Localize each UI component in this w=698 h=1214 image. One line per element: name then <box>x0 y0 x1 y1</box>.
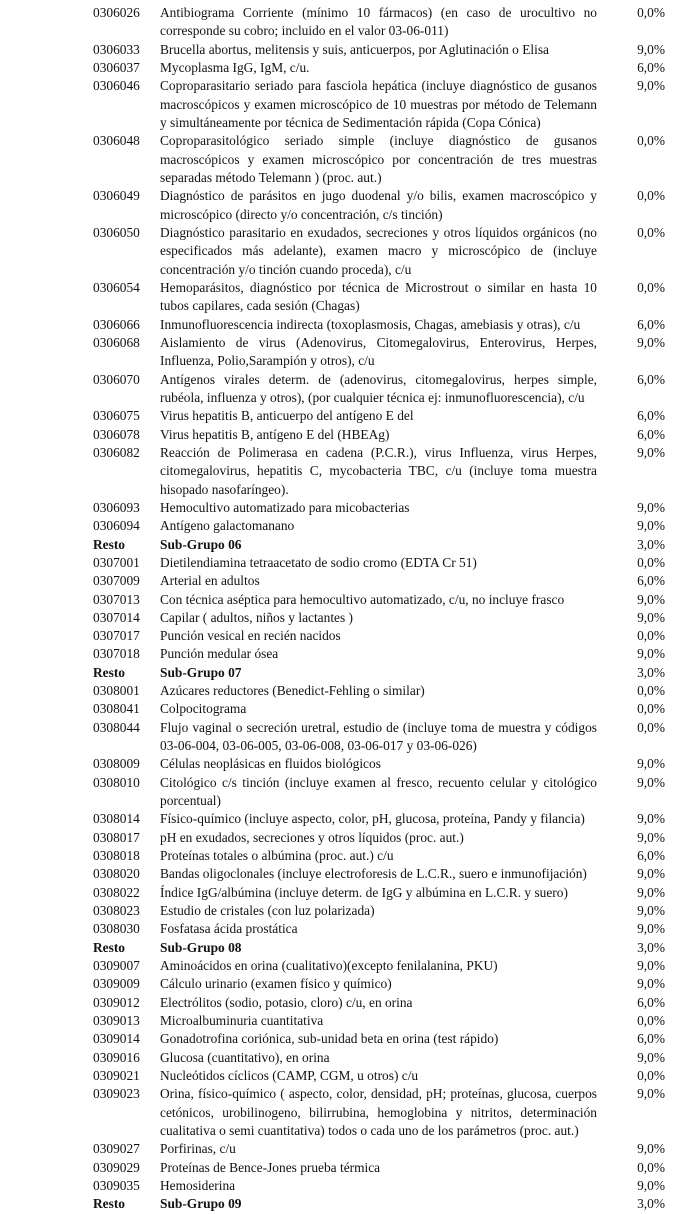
procedure-percentage: 0,0% <box>637 133 665 149</box>
procedure-code: 0309016 <box>93 1049 140 1065</box>
procedure-percentage: 3,0% <box>637 1196 665 1212</box>
procedure-percentage: 6,0% <box>637 994 665 1010</box>
procedure-description: Gonadotrofina coriónica, sub-unidad beta en orina (test rápido) <box>160 1031 499 1047</box>
table-row <box>93 884 698 902</box>
procedure-code: 0308022 <box>93 884 140 900</box>
procedure-percentage: 9,0% <box>637 903 665 919</box>
table-row <box>93 774 698 811</box>
procedure-code: 0309027 <box>93 1141 140 1157</box>
table-row <box>93 591 698 609</box>
procedure-description: Coproparasitario seriado para fasciola hepática (incluye diagnóstico de gusanos macroscópicos y examen microscópico de 10 muestras por método de Telemann y simultáneamente por técnica de Sedimentación rápida (Copa Cónica) <box>160 78 597 130</box>
procedure-description: Electrólitos (sodio, potasio, cloro) c/u, en orina <box>160 994 413 1010</box>
procedure-description: Microalbuminuria cuantitativa <box>160 1013 324 1029</box>
table-row <box>93 59 698 77</box>
table-row <box>93 865 698 883</box>
table-row <box>93 810 698 828</box>
procedure-percentage: 9,0% <box>637 1049 665 1065</box>
table-row <box>93 1140 698 1158</box>
table-row <box>93 1159 698 1177</box>
procedure-code: 0306048 <box>93 133 140 149</box>
procedure-code: Resto <box>93 939 125 955</box>
procedure-description: Colpocitograma <box>160 701 247 717</box>
procedure-percentage: 6,0% <box>637 316 665 332</box>
procedure-code: 0306026 <box>93 5 140 20</box>
table-row <box>93 847 698 865</box>
procedure-percentage: 9,0% <box>637 591 665 607</box>
procedure-description: Hemoparásitos, diagnóstico por técnica de Microstrout o similar en hasta 10 tubos capilares, cada sesión (Chagas) <box>160 279 597 314</box>
procedure-percentage: 0,0% <box>637 188 665 204</box>
procedure-percentage: 9,0% <box>637 444 665 460</box>
procedure-code: 0307014 <box>93 609 140 625</box>
table-row <box>93 132 698 187</box>
procedure-description: Punción medular ósea <box>160 646 279 662</box>
procedure-description: Diagnóstico de parásitos en jugo duodenal y/o bilis, examen macroscópico y microscópico (directo y/o concentración, c/s tinción) <box>160 188 597 222</box>
table-row <box>93 1030 698 1048</box>
procedure-description: Diagnóstico parasitario en exudados, secreciones y otros líquidos orgánicos (no especificados más adelante), examen macro y microscópico de (incluye concentración y/o tinción cuando proceda), c/u <box>160 224 597 277</box>
procedure-description: Células neoplásicas en fluidos biológicos <box>160 756 381 772</box>
procedure-code: 0307013 <box>93 591 140 607</box>
procedure-percentage: 9,0% <box>637 78 665 94</box>
procedure-percentage: 3,0% <box>637 939 665 955</box>
procedure-code: 0306078 <box>93 426 140 442</box>
procedure-description: Aminoácidos en orina (cualitativo)(excepto fenilalanina, PKU) <box>160 958 498 974</box>
procedure-code: 0306066 <box>93 316 140 332</box>
procedure-code: Resto <box>93 1196 125 1212</box>
procedure-description: Virus hepatitis B, antígeno E del (HBEAg) <box>160 426 390 442</box>
procedure-code: 0309035 <box>93 1178 140 1193</box>
procedure-code: 0307018 <box>93 646 140 662</box>
table-row <box>93 426 698 444</box>
procedure-description: Hemocultivo automatizado para micobacterias <box>160 499 410 515</box>
procedure-code: Resto <box>93 536 125 552</box>
procedure-code: 0306082 <box>93 444 140 460</box>
procedure-percentage: 9,0% <box>637 774 665 790</box>
procedure-percentage: 0,0% <box>637 5 665 20</box>
procedure-description: Sub-Grupo 09 <box>160 1196 242 1212</box>
procedure-percentage: 6,0% <box>637 59 665 75</box>
procedure-percentage: 9,0% <box>637 811 665 827</box>
table-row <box>93 829 698 847</box>
table-row <box>93 664 698 682</box>
procedure-description: Virus hepatitis B, anticuerpo del antígeno E del <box>160 408 414 424</box>
table-row <box>93 572 698 590</box>
table-row <box>93 994 698 1012</box>
procedure-percentage: 9,0% <box>637 756 665 772</box>
procedure-percentage: 6,0% <box>637 408 665 424</box>
procedure-code: 0308017 <box>93 829 140 845</box>
table-row <box>93 554 698 572</box>
procedure-code: 0308020 <box>93 866 140 882</box>
procedure-code: 0306094 <box>93 518 140 534</box>
procedure-code: 0309014 <box>93 1031 140 1047</box>
procedure-percentage: 0,0% <box>637 554 665 570</box>
procedure-percentage: 0,0% <box>637 224 665 240</box>
procedure-table <box>93 4 698 1214</box>
table-row <box>93 682 698 700</box>
procedure-code: 0307009 <box>93 573 140 589</box>
procedure-percentage: 0,0% <box>637 1013 665 1029</box>
procedure-description: Glucosa (cuantitativo), en orina <box>160 1049 330 1065</box>
procedure-percentage: 9,0% <box>637 1086 665 1102</box>
table-row <box>93 1067 698 1085</box>
procedure-percentage: 0,0% <box>637 628 665 644</box>
procedure-code: 0306070 <box>93 371 140 387</box>
procedure-code: 0308030 <box>93 921 140 937</box>
procedure-code: 0309029 <box>93 1159 140 1175</box>
procedure-percentage: 0,0% <box>637 1159 665 1175</box>
procedure-description: Proteínas totales o albúmina (proc. aut.) c/u <box>160 848 394 864</box>
procedure-description: Antibiograma Corriente (mínimo 10 fármacos) (en caso de urocultivo no corresponde su cobro; incluido en el valor 03-06-011) <box>160 5 597 39</box>
procedure-description: Sub-Grupo 06 <box>160 536 242 552</box>
table-row <box>93 371 698 408</box>
table-row <box>93 1177 698 1195</box>
procedure-description: Índice IgG/albúmina (incluye determ. de IgG y albúmina en L.C.R. y suero) <box>160 884 568 900</box>
procedure-code: 0309012 <box>93 994 140 1010</box>
table-row <box>93 517 698 535</box>
procedure-description: Con técnica aséptica para hemocultivo automatizado, c/u, no incluye frasco <box>160 591 565 607</box>
procedure-code: 0306037 <box>93 59 140 75</box>
procedure-code: 0309007 <box>93 958 140 974</box>
table-row <box>93 224 698 279</box>
procedure-description: Capilar ( adultos, niños y lactantes ) <box>160 609 354 625</box>
procedure-description: Flujo vaginal o secreción uretral, estudio de (incluye toma de muestra y códigos 03-06-004, 03-06-005, 03-06-008, 03-06-017 y 03-06-026) <box>160 719 597 754</box>
table-row <box>93 975 698 993</box>
procedure-percentage: 0,0% <box>637 701 665 717</box>
table-row <box>93 407 698 425</box>
procedure-percentage: 9,0% <box>637 646 665 662</box>
table-row <box>93 444 698 499</box>
procedure-description: Nucleótidos cíclicos (CAMP, CGM, u otros) c/u <box>160 1068 419 1084</box>
table-row <box>93 1049 698 1067</box>
procedure-code: 0306068 <box>93 334 140 350</box>
procedure-description: Reacción de Polimerasa en cadena (P.C.R.), virus Influenza, virus Herpes, citomegalovirus, hepatitis C, mycobacteria TBC, c/u (incluye toma muestra hisopado nasofaríngeo). <box>160 444 597 497</box>
procedure-description: Bandas oligoclonales (incluye electroforesis de L.C.R., suero e inmunofijación) <box>160 866 587 882</box>
table-row <box>93 499 698 517</box>
procedure-description: Coproparasitológico seriado simple (incluye diagnóstico de gusanos macroscópicos y examen microscópico por concentración de tres muestras separadas método Telemann ) (proc. aut.) <box>160 133 597 185</box>
table-row <box>93 316 698 334</box>
table-row <box>93 902 698 920</box>
procedure-percentage: 9,0% <box>637 334 665 350</box>
procedure-percentage: 0,0% <box>637 1068 665 1084</box>
procedure-code: 0307017 <box>93 628 140 644</box>
procedure-percentage: 9,0% <box>637 609 665 625</box>
procedure-percentage: 9,0% <box>637 829 665 845</box>
procedure-description: Orina, físico-químico ( aspecto, color, densidad, pH; proteínas, glucosa, cuerpos cetónicos, urobilinogeno, bilirrubina, hemoglobina y nitritos, determinación cualitativa o semi cuantitativa) todos o cada uno de los parámetros (proc. aut.) <box>160 1086 597 1139</box>
table-row <box>93 939 698 957</box>
procedure-percentage: 6,0% <box>637 848 665 864</box>
procedure-code: 0308014 <box>93 811 140 827</box>
procedure-percentage: 9,0% <box>637 1178 665 1193</box>
table-row <box>93 279 698 316</box>
table-row <box>93 187 698 224</box>
procedure-percentage: 3,0% <box>637 664 665 680</box>
procedure-code: 0306054 <box>93 279 140 295</box>
procedure-code: 0306033 <box>93 41 140 57</box>
procedure-description: Citológico c/s tinción (incluye examen al fresco, recuento celular y citológico porcentual) <box>160 774 597 809</box>
table-row <box>93 645 698 663</box>
table-row <box>93 4 698 41</box>
procedure-description: Antígeno galactomanano <box>160 518 295 534</box>
table-row <box>93 77 698 132</box>
procedure-percentage: 6,0% <box>637 371 665 387</box>
procedure-description: Sub-Grupo 08 <box>160 939 242 955</box>
procedure-code: 0306093 <box>93 499 140 515</box>
procedure-code: 0308023 <box>93 903 140 919</box>
table-row <box>93 719 698 756</box>
procedure-code: 0309009 <box>93 976 140 992</box>
procedure-code: 0308041 <box>93 701 140 717</box>
table-row <box>93 334 698 371</box>
procedure-description: Hemosiderina <box>160 1178 236 1193</box>
procedure-percentage: 3,0% <box>637 536 665 552</box>
table-row <box>93 700 698 718</box>
procedure-code: 0309013 <box>93 1013 140 1029</box>
procedure-percentage: 6,0% <box>637 426 665 442</box>
procedure-percentage: 0,0% <box>637 719 665 735</box>
table-row <box>93 755 698 773</box>
procedure-code: 0306046 <box>93 78 140 94</box>
procedure-code: 0308044 <box>93 719 140 735</box>
procedure-code: 0307001 <box>93 554 140 570</box>
table-row <box>93 1012 698 1030</box>
procedure-description: Estudio de cristales (con luz polarizada) <box>160 903 375 919</box>
procedure-percentage: 0,0% <box>637 279 665 295</box>
table-row <box>93 609 698 627</box>
procedure-percentage: 9,0% <box>637 976 665 992</box>
procedure-percentage: 0,0% <box>637 683 665 699</box>
procedure-code: 0308018 <box>93 848 140 864</box>
table-row <box>93 1085 698 1140</box>
procedure-percentage: 9,0% <box>637 921 665 937</box>
procedure-percentage: 9,0% <box>637 1141 665 1157</box>
procedure-code: 0308009 <box>93 756 140 772</box>
procedure-description: Antígenos virales determ. de (adenovirus, citomegalovirus, herpes simple, rubéola, influenza y otros), (por cualquier técnica ej: inmunofluorescencia), c/u <box>160 371 597 405</box>
procedure-description: Arterial en adultos <box>160 573 260 589</box>
procedure-description: Proteínas de Bence-Jones prueba térmica <box>160 1159 381 1175</box>
table-row <box>93 536 698 554</box>
procedure-percentage: 9,0% <box>637 884 665 900</box>
procedure-percentage: 9,0% <box>637 866 665 882</box>
procedure-code: 0308001 <box>93 683 140 699</box>
procedure-description: Punción vesical en recién nacidos <box>160 628 341 644</box>
procedure-description: pH en exudados, secreciones y otros líquidos (proc. aut.) <box>160 829 464 845</box>
procedure-code: 0306049 <box>93 188 140 204</box>
procedure-description: Fosfatasa ácida prostática <box>160 921 298 937</box>
table-row <box>93 41 698 59</box>
procedure-percentage: 9,0% <box>637 41 665 57</box>
procedure-description: Dietilendiamina tetraacetato de sodio cromo (EDTA Cr 51) <box>160 554 477 570</box>
procedure-description: Cálculo urinario (examen físico y químico) <box>160 976 392 992</box>
table-row <box>93 627 698 645</box>
procedure-percentage: 9,0% <box>637 518 665 534</box>
procedure-code: 0309023 <box>93 1086 140 1102</box>
procedure-percentage: 6,0% <box>637 1031 665 1047</box>
procedure-description: Azúcares reductores (Benedict-Fehling o similar) <box>160 683 425 699</box>
procedure-description: Aislamiento de virus (Adenovirus, Citomegalovirus, Enterovirus, Herpes, Influenza, Polio,Sarampión y otros), c/u <box>160 334 597 369</box>
procedure-code: 0306075 <box>93 408 140 424</box>
procedure-percentage: 6,0% <box>637 573 665 589</box>
procedure-description: Porfirinas, c/u <box>160 1141 236 1157</box>
procedure-percentage: 9,0% <box>637 499 665 515</box>
table-row <box>93 920 698 938</box>
procedure-description: Sub-Grupo 07 <box>160 664 242 680</box>
procedure-code: 0306050 <box>93 224 140 240</box>
procedure-description: Brucella abortus, melitensis y suis, anticuerpos, por Aglutinación o Elisa <box>160 41 550 57</box>
procedure-description: Inmunofluorescencia indirecta (toxoplasmosis, Chagas, amebiasis y otras), c/u <box>160 316 581 332</box>
table-row <box>93 1195 698 1213</box>
procedure-description: Físico-químico (incluye aspecto, color, pH, glucosa, proteína, Pandy y filancia) <box>160 811 585 827</box>
procedure-percentage: 9,0% <box>637 958 665 974</box>
procedure-code: Resto <box>93 664 125 680</box>
procedure-code: 0309021 <box>93 1068 140 1084</box>
procedure-code: 0308010 <box>93 774 140 790</box>
procedure-description: Mycoplasma IgG, IgM, c/u. <box>160 59 310 75</box>
table-row <box>93 957 698 975</box>
